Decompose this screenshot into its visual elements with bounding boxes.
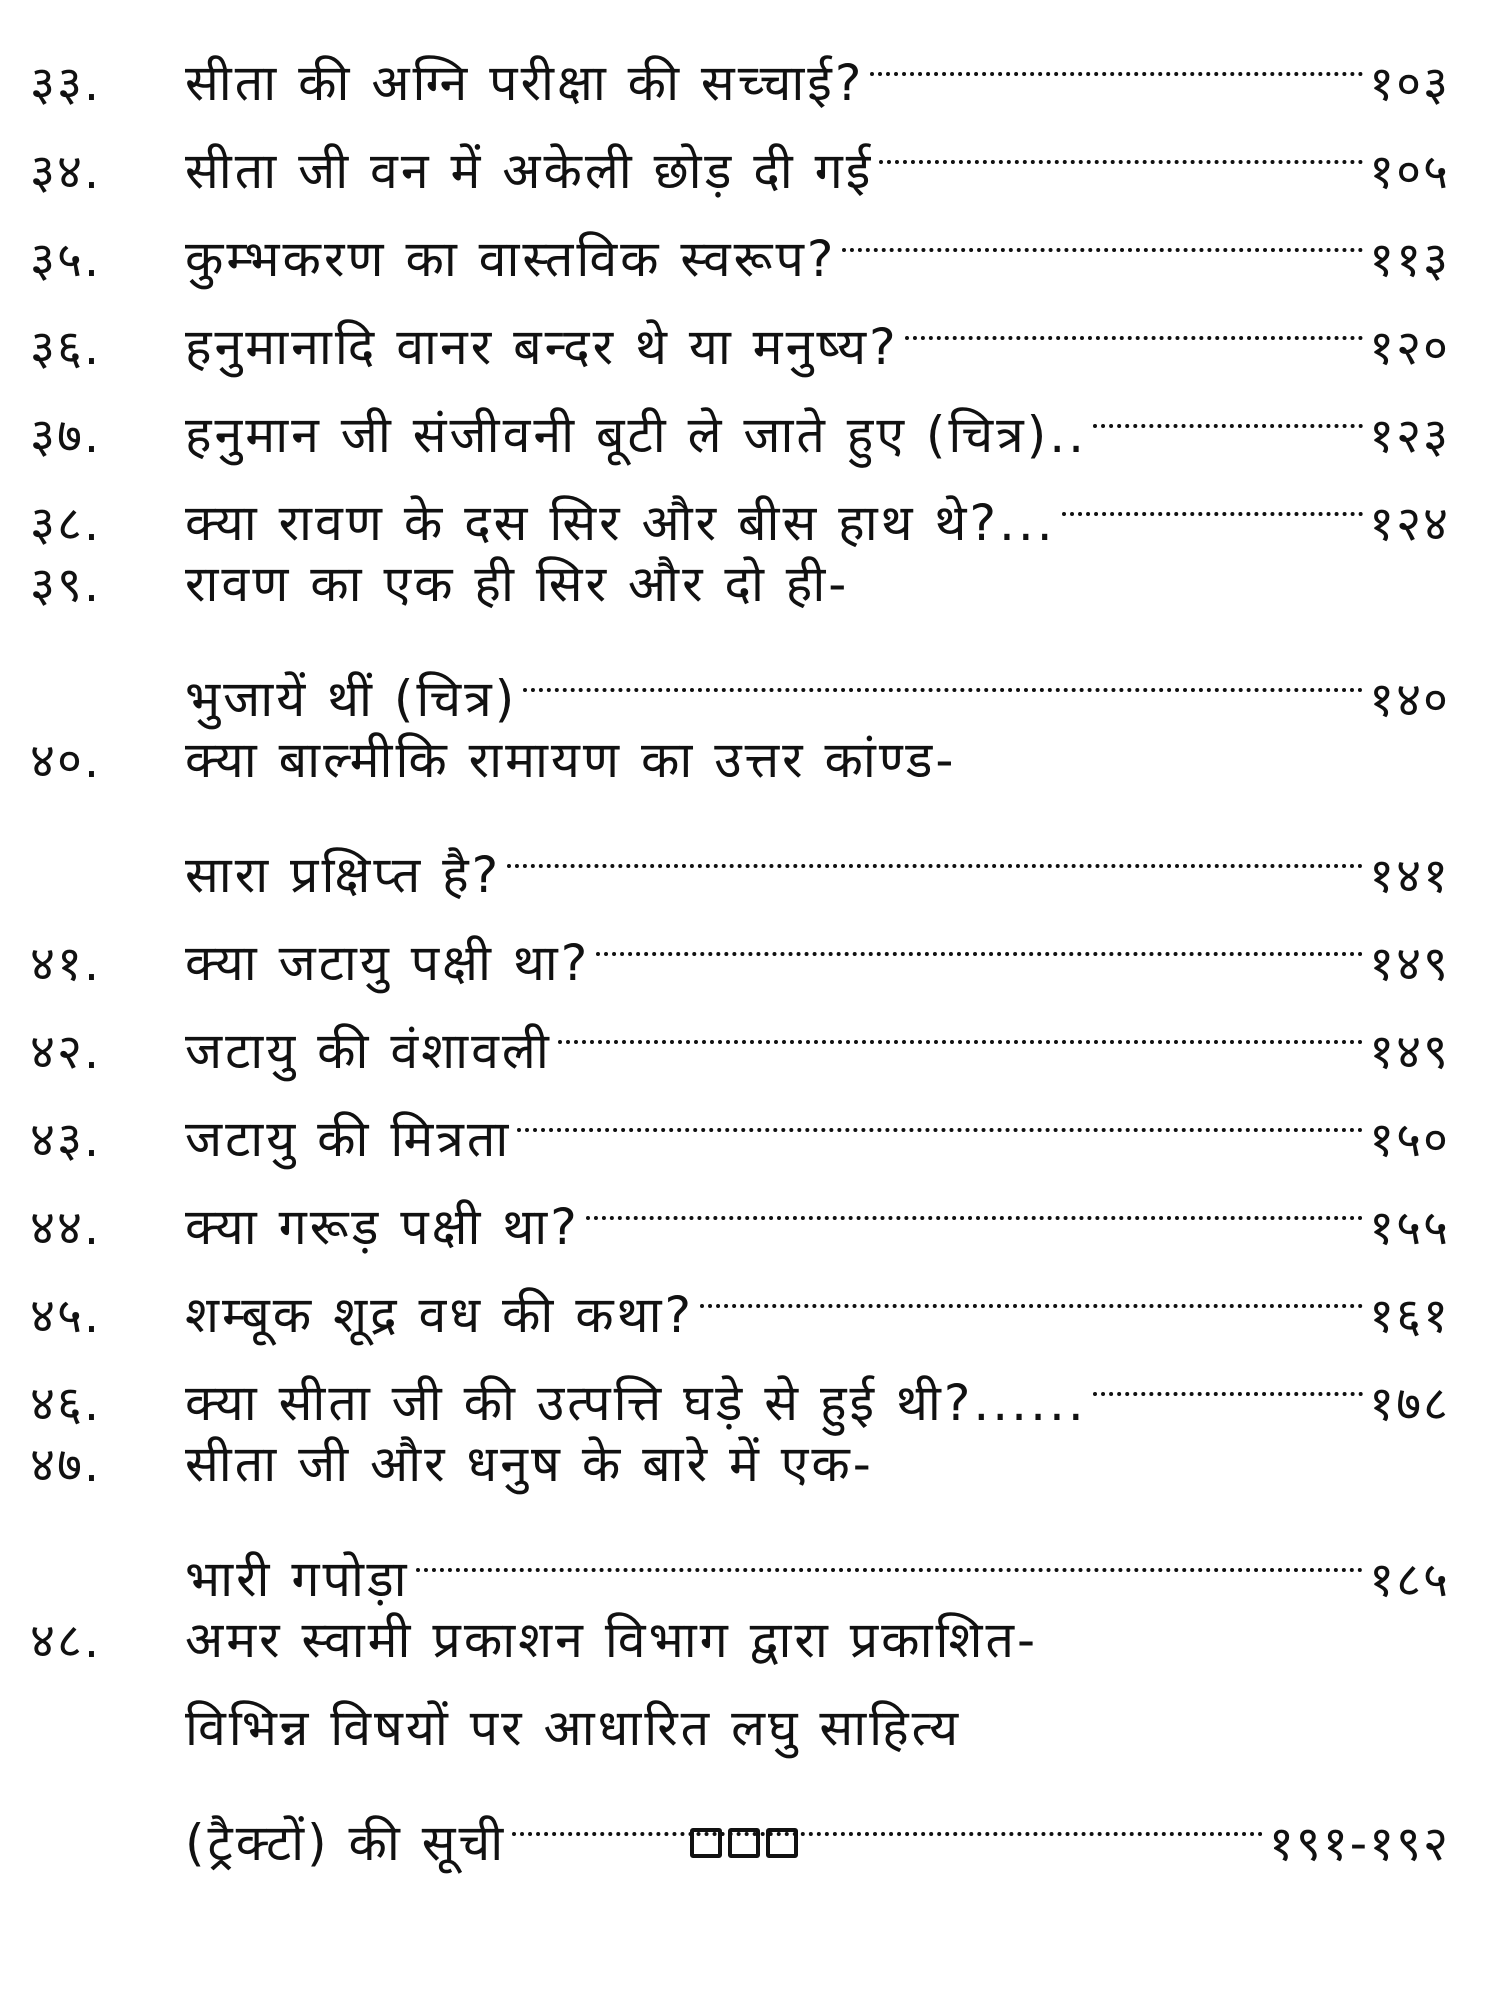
square-ornament-icon <box>728 1828 760 1858</box>
entry-title: क्या जटायु पक्षी था? <box>185 934 591 992</box>
entry-title: हनुमान जी संजीवनी बूटी ले जाते हुए (चित्र).. <box>185 406 1088 464</box>
entry-title: सारा प्रक्षिप्त है? <box>185 846 502 904</box>
square-ornament-icon <box>766 1828 798 1858</box>
dot-leader <box>700 1244 1363 1332</box>
page-number: ११३ <box>1369 232 1450 288</box>
table-of-contents <box>30 12 1450 1872</box>
entry-number: ४६. <box>30 1376 102 1432</box>
dot-leader <box>512 1772 1263 1860</box>
toc-entry-line <box>30 1068 1450 1168</box>
toc-entry <box>30 1420 1450 1608</box>
dot-leader <box>1093 1332 1363 1420</box>
toc-entry-line <box>30 892 1450 992</box>
toc-entry-line <box>30 12 1450 112</box>
toc-entry-line <box>30 188 1450 288</box>
page-number: १४९ <box>1369 1024 1450 1080</box>
page-number: १०५ <box>1369 144 1450 200</box>
toc-entry-line <box>30 1684 1450 1772</box>
entry-title: विभिन्न विषयों पर आधारित लघु साहित्य <box>185 1699 962 1757</box>
page-number: १४० <box>1369 672 1450 728</box>
toc-entry <box>30 716 1450 904</box>
dot-leader <box>596 892 1363 980</box>
dot-leader <box>523 628 1363 716</box>
toc-entry-line <box>30 628 1450 728</box>
toc-entry <box>30 1332 1450 1432</box>
toc-entry-line <box>30 1244 1450 1344</box>
toc-entry-line <box>30 540 1450 628</box>
toc-entry-line <box>30 452 1450 552</box>
entry-number: ४३. <box>30 1112 102 1168</box>
entry-title: क्या गरूड़ पक्षी था? <box>185 1198 580 1256</box>
toc-entry-line <box>30 364 1450 464</box>
page-number: १२३ <box>1369 408 1450 464</box>
entry-title: अमर स्वामी प्रकाशन विभाग द्वारा प्रकाशित- <box>185 1611 1039 1669</box>
page-number: १५५ <box>1369 1200 1450 1256</box>
toc-entry-line <box>30 804 1450 904</box>
toc-entry-line <box>30 1332 1450 1432</box>
toc-entry <box>30 1244 1450 1344</box>
entry-title: जटायु की वंशावली <box>185 1022 552 1080</box>
entry-number: ४४. <box>30 1200 102 1256</box>
entry-number: ४१. <box>30 936 102 992</box>
entry-title: क्या बाल्मीकि रामायण का उत्तर कांण्ड- <box>185 731 957 789</box>
entry-title: सीता जी और धनुष के बारे में एक- <box>185 1435 874 1493</box>
dot-leader <box>879 100 1363 188</box>
entry-number: ३८. <box>30 496 102 552</box>
toc-entry <box>30 12 1450 112</box>
toc-entry-line <box>30 980 1450 1080</box>
dot-leader <box>558 980 1363 1068</box>
dot-leader <box>517 1068 1363 1156</box>
entry-number: ३६. <box>30 320 102 376</box>
toc-entry <box>30 364 1450 464</box>
entry-number: ३५. <box>30 232 102 288</box>
toc-entry <box>30 100 1450 200</box>
entry-title: कुम्भकरण का वास्तविक स्वरूप? <box>185 230 837 288</box>
toc-entry <box>30 188 1450 288</box>
entry-title: शम्बूक शूद्र वध की कथा? <box>185 1286 695 1344</box>
toc-entry <box>30 892 1450 992</box>
entry-number: ४८. <box>30 1613 102 1669</box>
dot-leader <box>870 12 1363 100</box>
toc-entry <box>30 1068 1450 1168</box>
dot-leader <box>507 804 1363 892</box>
toc-entry <box>30 980 1450 1080</box>
entry-title: (ट्रैक्टों) की सूची <box>185 1814 507 1872</box>
page-number: १२० <box>1369 320 1450 376</box>
page-number: १९१-१९२ <box>1268 1816 1450 1872</box>
entry-number: ४२. <box>30 1024 102 1080</box>
entry-title: सीता की अग्नि परीक्षा की सच्चाई? <box>185 54 865 112</box>
entry-title: भुजायें थीं (चित्र) <box>185 670 518 728</box>
entry-title: क्या सीता जी की उत्पत्ति घड़े से हुई थी?...... <box>185 1374 1087 1432</box>
toc-entry-line <box>30 100 1450 200</box>
toc-entry-line <box>30 1596 1450 1684</box>
toc-entry <box>30 276 1450 376</box>
dot-leader <box>416 1508 1364 1596</box>
entry-number: ४०. <box>30 733 102 789</box>
entry-number: ३९. <box>30 557 102 613</box>
dot-leader <box>1093 364 1363 452</box>
square-ornament-icon <box>690 1828 722 1858</box>
entry-number: ४५. <box>30 1288 102 1344</box>
entry-title: हनुमानादि वानर बन्दर थे या मनुष्य? <box>185 318 899 376</box>
toc-entry-line <box>30 1508 1450 1608</box>
end-of-section-mark <box>690 1828 798 1858</box>
entry-title: भारी गपोड़ा <box>185 1550 410 1608</box>
entry-number: ३४. <box>30 144 102 200</box>
entry-title: जटायु की मित्रता <box>185 1110 512 1168</box>
toc-entry-line <box>30 1156 1450 1256</box>
page-number: १४१ <box>1369 848 1450 904</box>
dot-leader <box>842 188 1363 276</box>
dot-leader <box>586 1156 1363 1244</box>
dot-leader <box>1062 452 1363 540</box>
entry-number: ४७. <box>30 1437 102 1493</box>
page-number: १६१ <box>1369 1288 1450 1344</box>
toc-entry <box>30 540 1450 728</box>
entry-number: ३७. <box>30 408 102 464</box>
entry-number: ३३. <box>30 56 102 112</box>
toc-entry <box>30 1156 1450 1256</box>
dot-leader <box>905 276 1364 364</box>
entry-title: रावण का एक ही सिर और दो ही- <box>185 555 850 613</box>
page-number: १७८ <box>1369 1376 1450 1432</box>
toc-entry-line <box>30 716 1450 804</box>
page-number: १५० <box>1369 1112 1450 1168</box>
entry-title: क्या रावण के दस सिर और बीस हाथ थे?... <box>185 494 1056 552</box>
toc-entry <box>30 452 1450 552</box>
page-number: १२४ <box>1369 496 1450 552</box>
entry-title: सीता जी वन में अकेली छोड़ दी गई <box>185 142 874 200</box>
toc-entry <box>30 1596 1450 1872</box>
toc-entry-line <box>30 276 1450 376</box>
page-number: १८५ <box>1369 1552 1450 1608</box>
page-number: १०३ <box>1369 56 1450 112</box>
page-number: १४९ <box>1369 936 1450 992</box>
toc-entry-line <box>30 1420 1450 1508</box>
